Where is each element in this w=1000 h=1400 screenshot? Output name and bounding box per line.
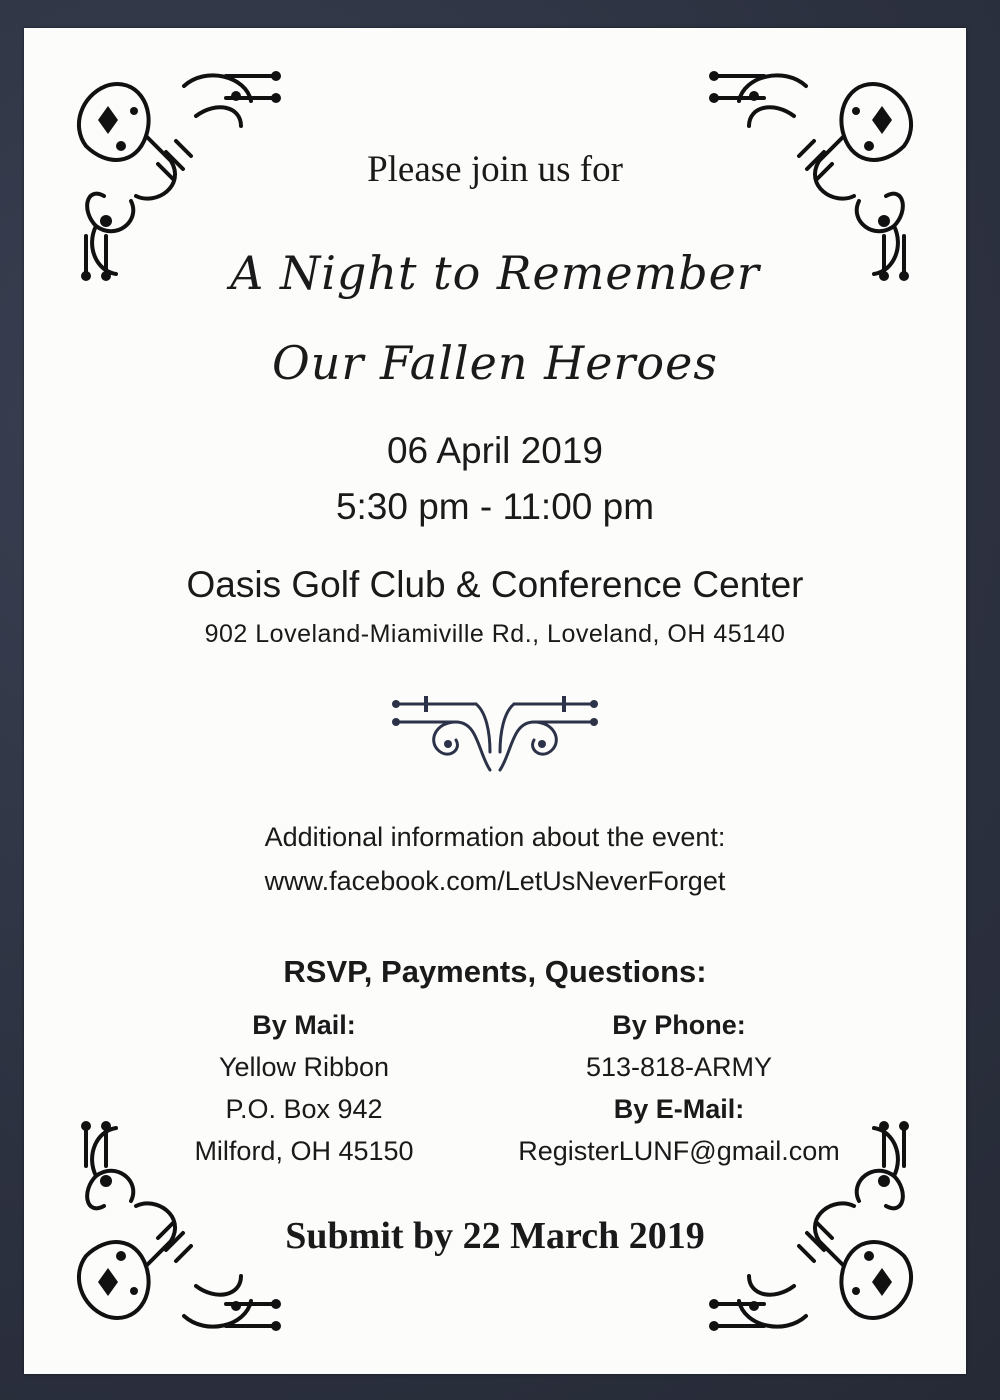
venue-name: Oasis Golf Club & Conference Center bbox=[186, 564, 804, 605]
invite-intro: Please join us for bbox=[367, 149, 623, 190]
mail-line2: P.O. Box 942 bbox=[225, 1094, 383, 1124]
email-address-link[interactable]: RegisterLUNF@gmail.com bbox=[518, 1136, 840, 1166]
email-label: By E-Mail: bbox=[613, 1094, 745, 1124]
mail-label: By Mail: bbox=[252, 1010, 356, 1040]
rsvp-mail-column bbox=[154, 1004, 454, 1172]
info-url-link[interactable]: www.facebook.com/LetUsNeverForget bbox=[264, 866, 726, 896]
event-time: 5:30 pm - 11:00 pm bbox=[335, 486, 655, 527]
event-title-line2: Our Fallen Heroes bbox=[272, 336, 718, 390]
event-title-line1: A Night to Remember bbox=[230, 246, 760, 300]
rsvp-heading: RSVP, Payments, Questions: bbox=[283, 954, 707, 989]
rsvp-contact-column bbox=[494, 1004, 864, 1172]
event-date: 06 April 2019 bbox=[386, 430, 603, 471]
submit-deadline: Submit by 22 March 2019 bbox=[285, 1215, 705, 1257]
scroll-divider-icon bbox=[386, 692, 604, 778]
venue-address: 902 Loveland-Miamiville Rd., Loveland, OH 45140 bbox=[204, 620, 786, 648]
phone-number[interactable]: 513-818-ARMY bbox=[585, 1052, 773, 1082]
mail-line3: Milford, OH 45150 bbox=[194, 1136, 414, 1166]
invitation-card bbox=[24, 28, 966, 1374]
phone-label: By Phone: bbox=[612, 1010, 746, 1040]
mail-line1: Yellow Ribbon bbox=[218, 1052, 390, 1082]
info-label: Additional information about the event: bbox=[264, 822, 726, 852]
